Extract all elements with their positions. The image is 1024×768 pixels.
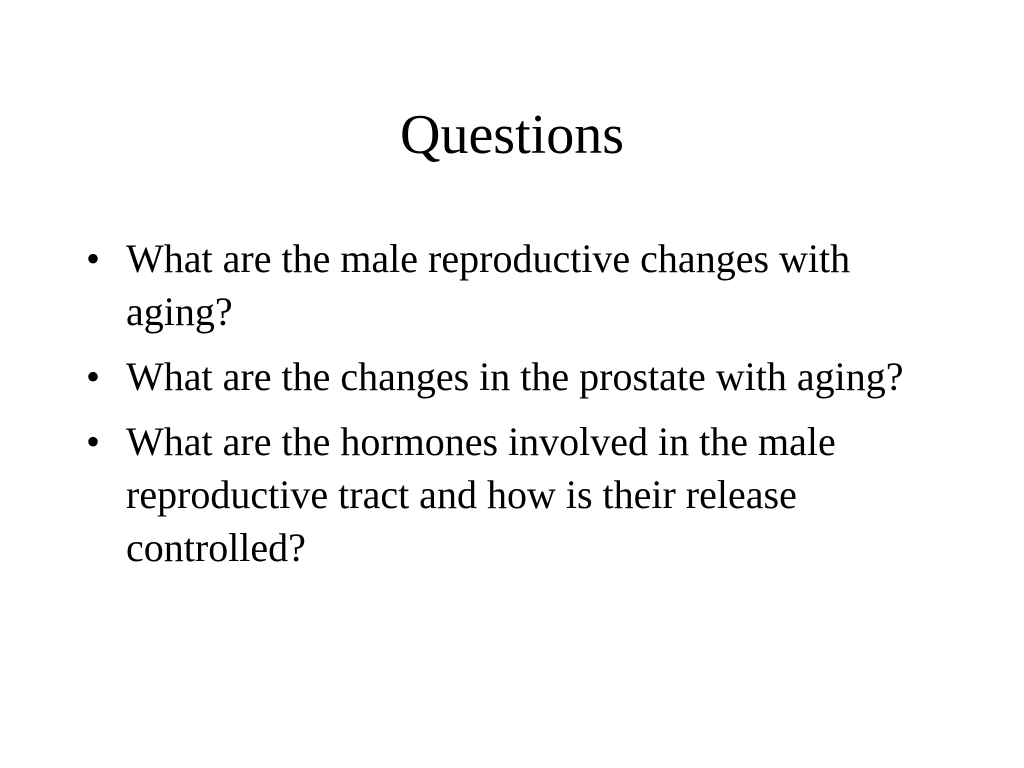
list-item bbox=[86, 232, 966, 338]
slide-title: Questions bbox=[400, 104, 624, 166]
bullet-icon: • bbox=[86, 354, 101, 399]
bullet-text: What are the male reproductive changes with aging? bbox=[126, 236, 851, 334]
list-item bbox=[86, 415, 966, 574]
bullet-icon: • bbox=[86, 419, 101, 464]
bullet-text: What are the hormones involved in the male reproductive tract and how is their release controlled? bbox=[126, 419, 836, 570]
bullet-text: What are the changes in the prostate with aging? bbox=[126, 354, 904, 399]
bullet-list bbox=[86, 232, 966, 586]
list-item bbox=[86, 350, 966, 403]
bullet-icon: • bbox=[86, 236, 101, 281]
